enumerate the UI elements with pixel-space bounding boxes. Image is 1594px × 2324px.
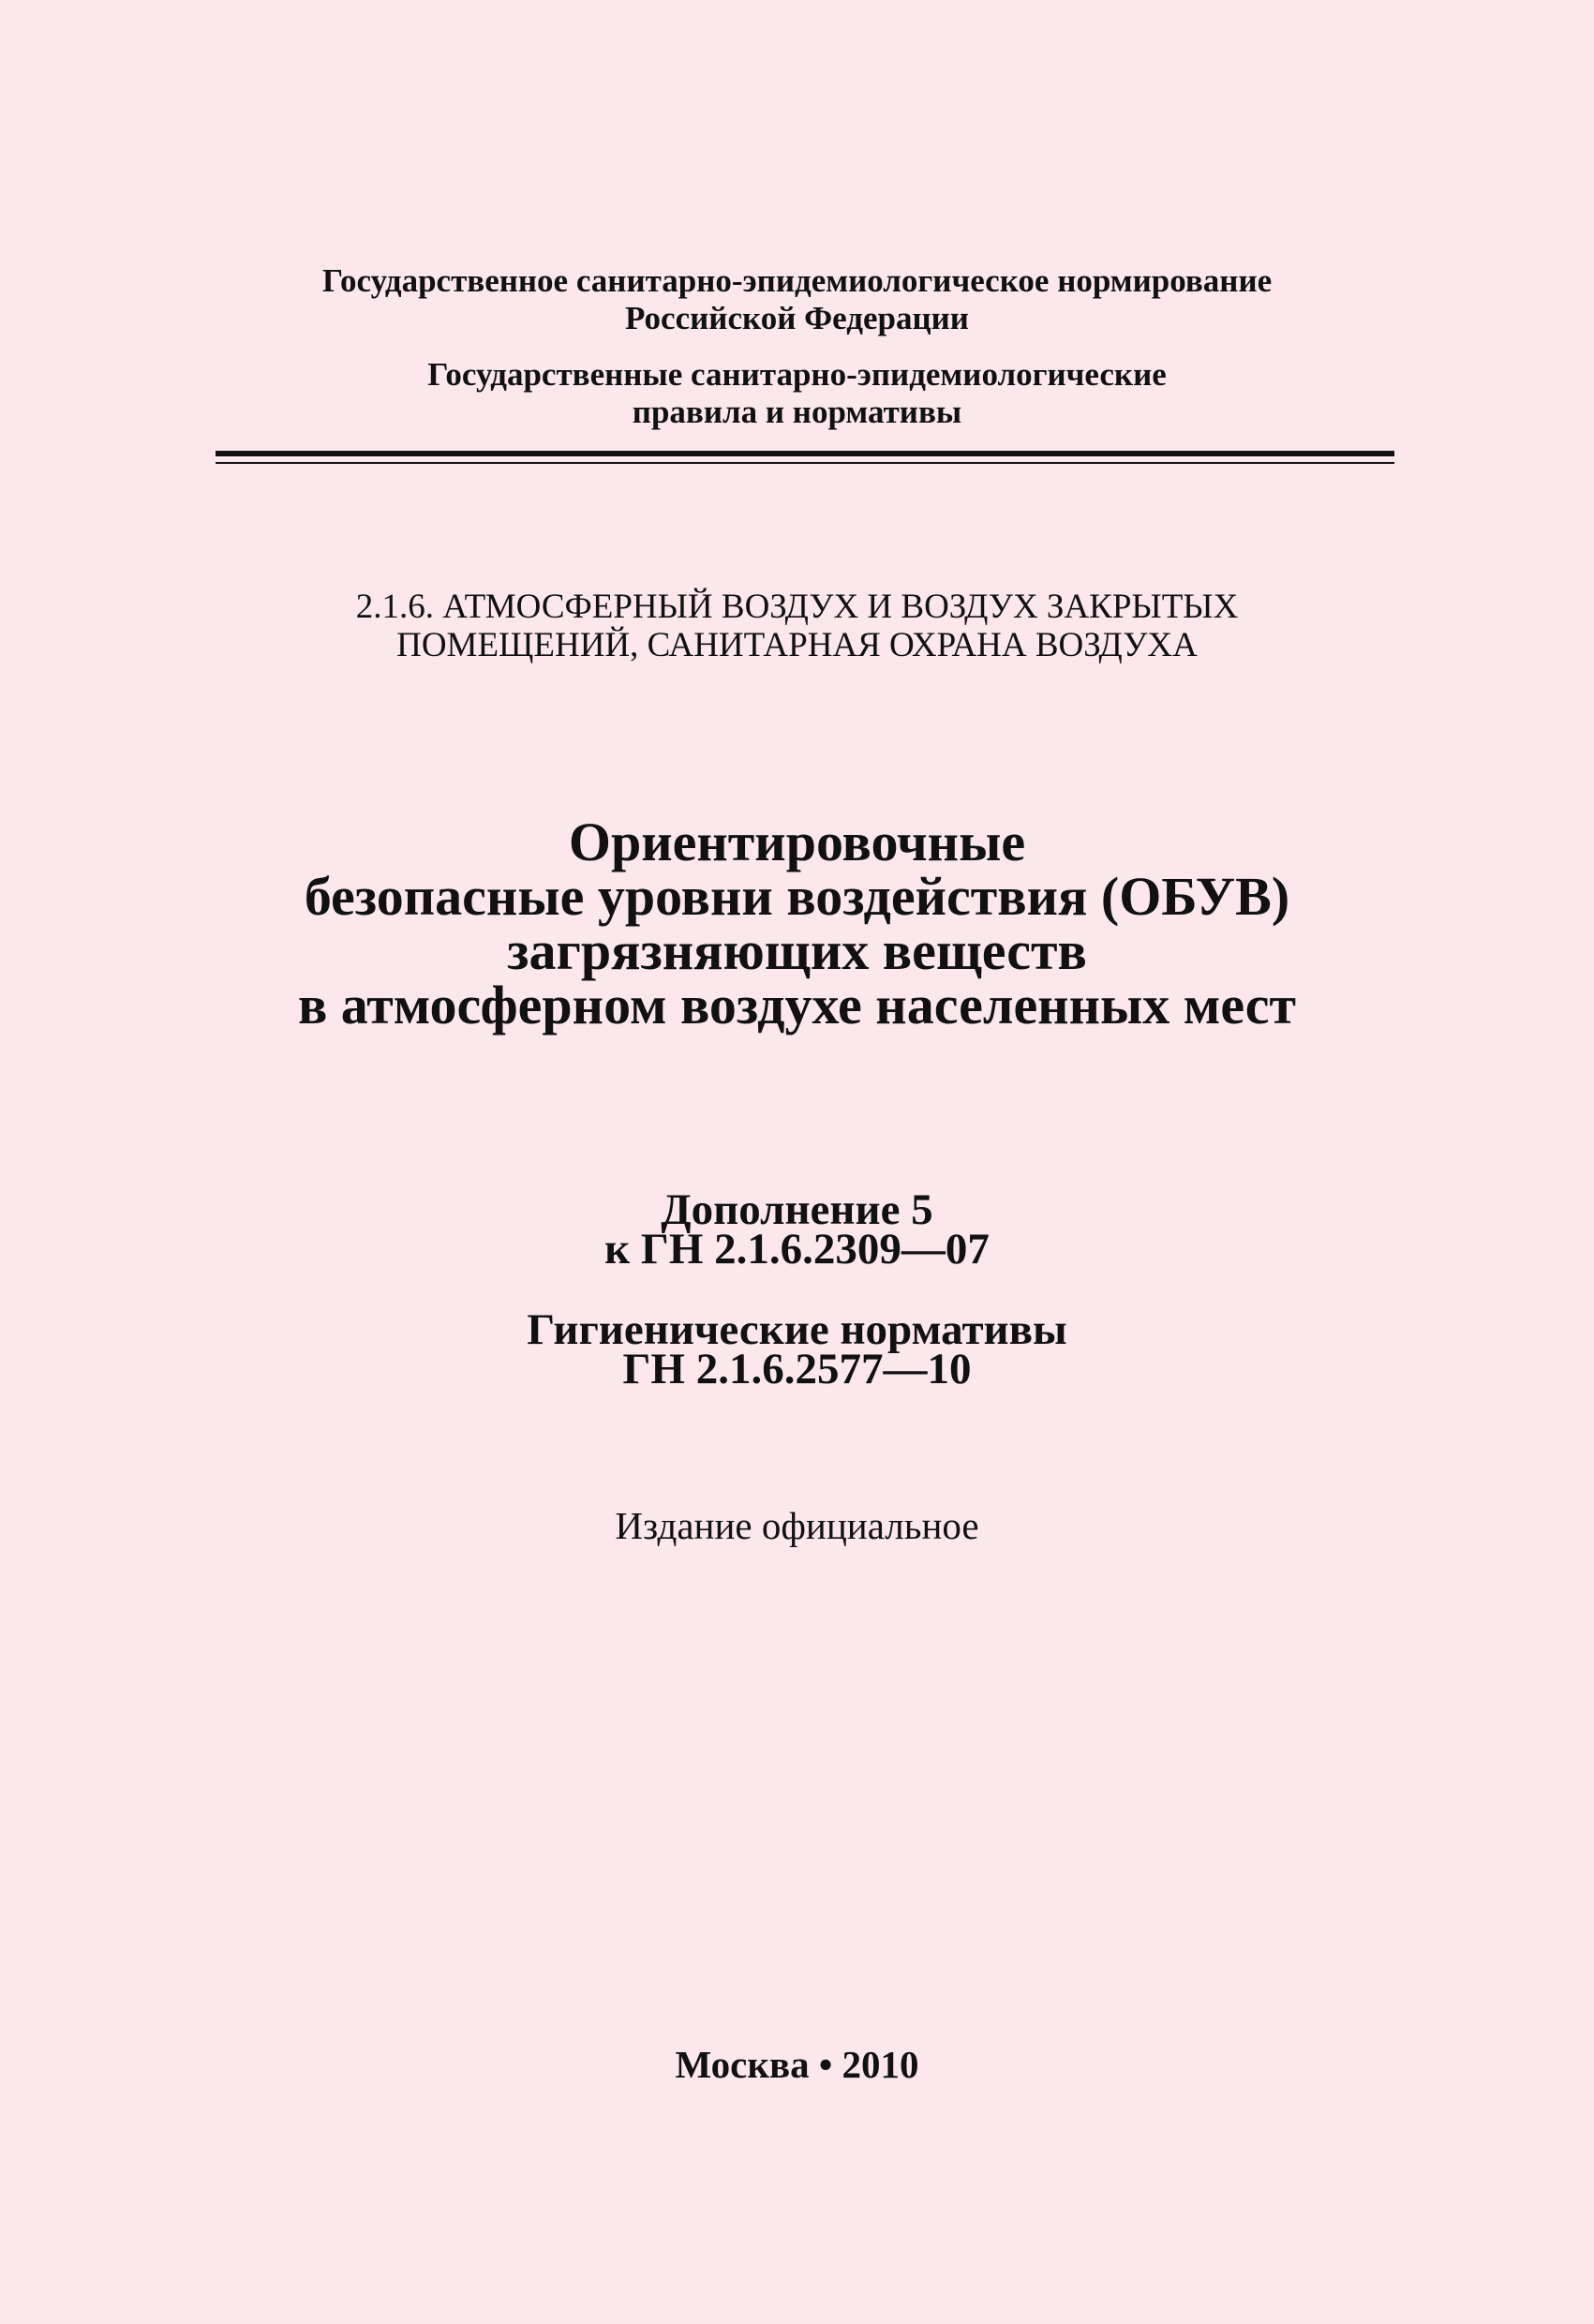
hygienic-standards bbox=[0, 1305, 1594, 1393]
edition-note bbox=[0, 1504, 1594, 1547]
supplement-line-2: к ГН 2.1.6.2309—07 bbox=[604, 1225, 990, 1274]
header-org-line-1: Государственное санитарно-эпидемиологическое нормирование bbox=[321, 262, 1273, 299]
title-line-3: загрязняющих веществ bbox=[507, 920, 1087, 981]
section-line-2: ПОМЕЩЕНИЙ, САНИТАРНАЯ ОХРАНА ВОЗДУХА bbox=[396, 626, 1198, 664]
supplement-reference bbox=[0, 1185, 1594, 1274]
title-line-2: безопасные уровни воздействия (ОБУВ) bbox=[304, 866, 1290, 927]
header-rules-line-2: правила и нормативы bbox=[632, 394, 962, 430]
header-divider-thin bbox=[216, 462, 1394, 464]
title-line-1: Ориентировочные bbox=[568, 812, 1026, 872]
footer-text: Москва • 2010 bbox=[675, 2043, 919, 2086]
hygienic-line-2: ГН 2.1.6.2577—10 bbox=[622, 1345, 972, 1393]
header-org-line-2: Российской Федерации bbox=[625, 300, 969, 336]
header-rules bbox=[0, 356, 1594, 431]
header-divider-thick bbox=[216, 451, 1394, 456]
edition-text: Издание официальное bbox=[615, 1504, 979, 1547]
header-organization bbox=[0, 262, 1594, 337]
publication-place-year bbox=[0, 2043, 1594, 2086]
header-rules-line-1: Государственные санитарно-эпидемиологические bbox=[427, 356, 1167, 393]
section-line-1: 2.1.6. АТМОСФЕРНЫЙ ВОЗДУХ И ВОЗДУХ ЗАКРЫТЫХ bbox=[355, 588, 1239, 626]
hygienic-line-1: Гигиенические нормативы bbox=[527, 1305, 1067, 1354]
supplement-line-1: Дополнение 5 bbox=[661, 1185, 933, 1234]
title-line-4: в атмосферном воздухе населенных мест bbox=[297, 975, 1296, 1035]
document-title bbox=[0, 812, 1594, 1035]
section-heading bbox=[0, 588, 1594, 664]
